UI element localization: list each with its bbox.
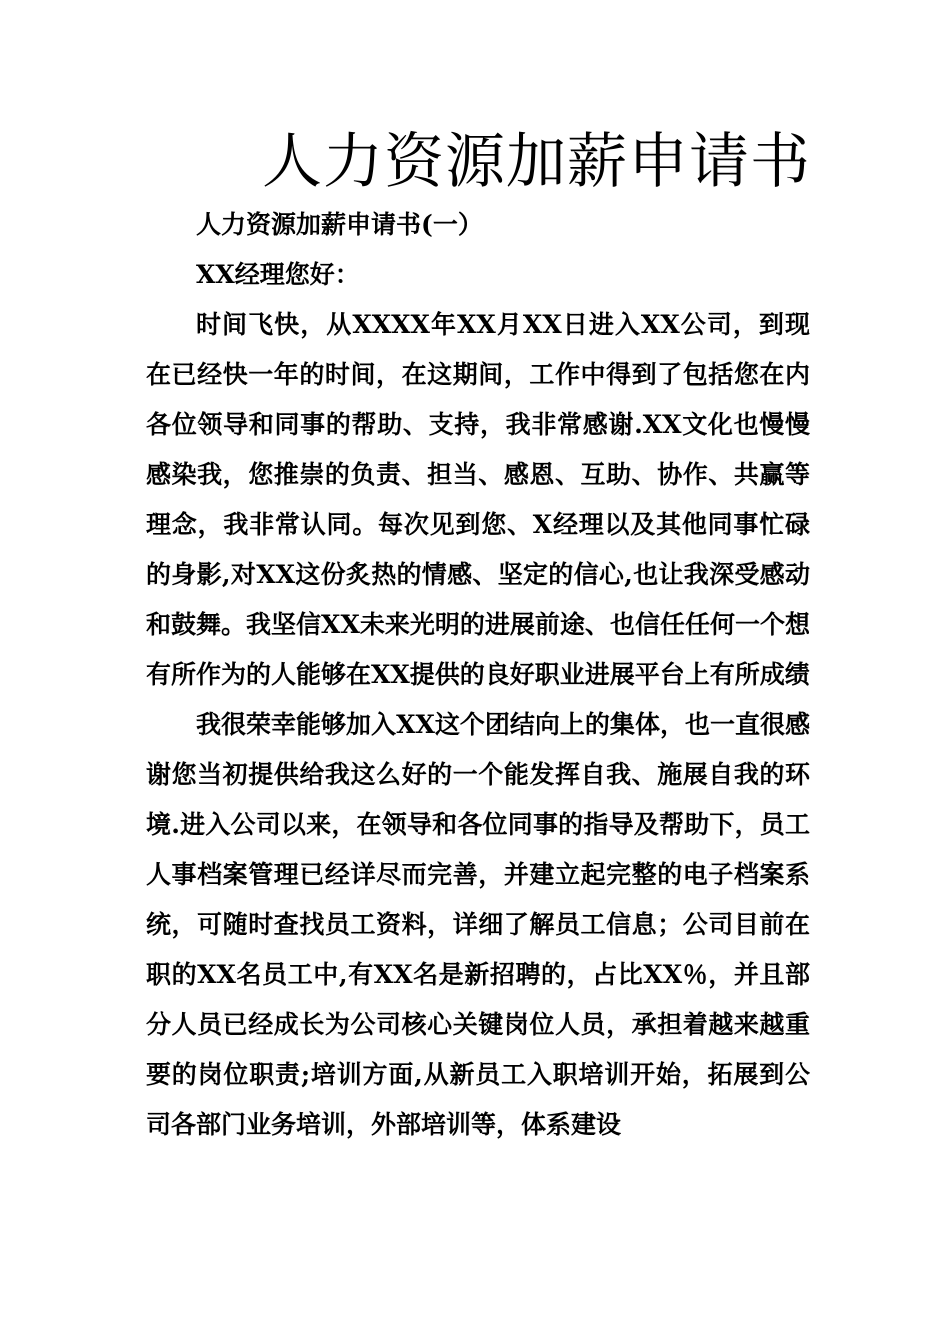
document-title: 人力资源加薪申请书	[262, 127, 811, 197]
document-subtitle: 人力资源加薪申请书(一）	[196, 210, 483, 239]
document-body	[146, 200, 810, 1150]
body-paragraph-2: 我很荣幸能够加入XX这个团结向上的集体，也一直很感谢您当初提供给我这么好的一个能发挥自我、施展自我的环境.进入公司以来，在领导和各位同事的指导及帮助下，员工人事档案管理已经详尽而完善，并建立起完整的电子档案系统，可随时查找员工资料，详细了解员工信息；公司目前在职的XX名员工中,有XX名是新招聘的，占比XX％，并且部分人员已经成长为公司核心关键岗位人员，承担着越来越重要的岗位职责;培训方面,从新员工入职培训开始，拓展到公司各部门业务培训，外部培训等，体系建设	[146, 710, 810, 1139]
body-paragraph-1: 时间飞快，从XXXX年XX月XX日进入XX公司，到现在已经快一年的时间，在这期间，工作中得到了包括您在内各位领导和同事的帮助、支持，我非常感谢.XX文化也慢慢感染我，您推崇的负责、担当、感恩、互助、协作、共赢等理念，我非常认同。每次见到您、X经理以及其他同事忙碌的身影,对XX这份炙热的情感、坚定的信心,也让我深受感动和鼓舞。我坚信XX未来光明的进展前途、也信任任何一个想有所作为的人能够在XX提供的良好职业进展平台上有所成绩	[146, 310, 810, 689]
salutation: XX经理您好：	[196, 260, 360, 289]
